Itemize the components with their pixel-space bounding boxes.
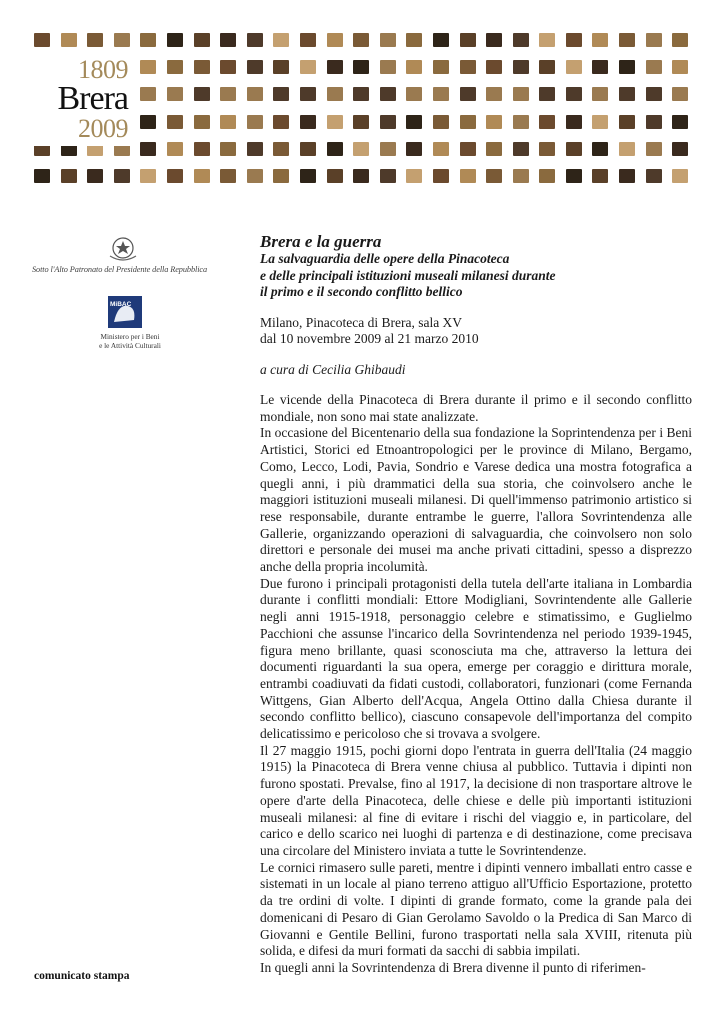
artwork-thumbnail — [619, 60, 635, 74]
artwork-thumbnail — [513, 87, 529, 101]
artwork-thumbnail — [61, 33, 77, 47]
artwork-thumbnail — [460, 87, 476, 101]
artwork-thumbnail — [380, 60, 396, 74]
article-text — [260, 392, 692, 977]
artwork-thumbnail — [194, 33, 210, 47]
press-release-label: comunicato stampa — [34, 970, 130, 982]
artwork-thumbnail — [353, 115, 369, 129]
artwork-thumbnail — [353, 33, 369, 47]
artwork-thumbnail — [300, 115, 316, 129]
artwork-thumbnail — [140, 169, 156, 183]
italian-republic-emblem-icon — [106, 234, 140, 264]
artwork-thumbnail — [566, 115, 582, 129]
artwork-thumbnail — [353, 87, 369, 101]
artwork-thumbnail — [539, 169, 555, 183]
artwork-thumbnail — [167, 169, 183, 183]
artwork-thumbnail — [486, 60, 502, 74]
artwork-thumbnail — [566, 169, 582, 183]
artwork-thumbnail — [486, 33, 502, 47]
artwork-thumbnail — [646, 60, 662, 74]
artwork-thumbnail — [539, 33, 555, 47]
artwork-thumbnail — [592, 60, 608, 74]
artwork-thumbnail — [194, 142, 210, 156]
artwork-thumbnail — [87, 169, 103, 183]
artwork-thumbnail — [353, 169, 369, 183]
artwork-thumbnail — [539, 87, 555, 101]
artwork-thumbnail — [566, 87, 582, 101]
ministry-line-2: e le Attività Culturali — [99, 341, 161, 350]
artwork-thumbnail — [380, 169, 396, 183]
artwork-thumbnail — [194, 60, 210, 74]
artwork-thumbnail — [140, 33, 156, 47]
artwork-thumbnail — [566, 60, 582, 74]
artwork-thumbnail — [539, 142, 555, 156]
artwork-thumbnail — [167, 33, 183, 47]
artwork-thumbnail — [486, 115, 502, 129]
venue-line: Milano, Pinacoteca di Brera, sala XV — [260, 314, 463, 330]
artwork-thumbnail — [646, 169, 662, 183]
artwork-thumbnail — [406, 33, 422, 47]
artwork-thumbnail — [220, 169, 236, 183]
artwork-thumbnail — [167, 87, 183, 101]
artwork-thumbnail — [247, 115, 263, 129]
artwork-thumbnail — [592, 169, 608, 183]
artwork-thumbnail — [672, 33, 688, 47]
artwork-thumbnail — [433, 87, 449, 101]
artwork-thumbnail — [433, 169, 449, 183]
artwork-thumbnail — [114, 33, 130, 47]
artwork-thumbnail — [380, 115, 396, 129]
artwork-thumbnail — [114, 169, 130, 183]
subtitle-line: La salvaguardia delle opere della Pinacoteca — [260, 251, 510, 266]
artwork-thumbnail — [566, 33, 582, 47]
brera-bicentenary-logo — [34, 56, 134, 146]
paragraph: In quegli anni la Sovrintendenza di Brera divenne il punto di riferimen- — [260, 959, 646, 975]
artwork-thumbnail — [646, 33, 662, 47]
artwork-thumbnail — [513, 115, 529, 129]
artwork-thumbnail — [140, 142, 156, 156]
artwork-thumbnail — [486, 169, 502, 183]
artwork-thumbnail — [327, 87, 343, 101]
logo-year-end: 2009 — [78, 114, 128, 143]
artwork-thumbnail — [539, 60, 555, 74]
artwork-thumbnail — [460, 33, 476, 47]
paragraph: In occasione del Bicentenario della sua fondazione la Soprintendenza per i Beni Artistici, Storici ed Etnoantropologici per le province di Milano, Bergamo, Como, Lecco, Lodi, Pavia, Sondrio e Varese dedica una mostra fotografica a quegli anni, i più drammatici della sua storia, che coinvolsero anche le maggiori istituzioni museali milanesi. Di quell'immenso patrimonio artistico si rese responsabile, durante entrambe le guerre, l'allora Sovrintendenza alle Gallerie, organizzando operazioni di salvaguardia, che coinvolsero non solo direttori e personale dei musei ma anche privati cittadini, spesso a disprezzo anche della propria incolumità. — [260, 425, 692, 575]
artwork-thumbnail — [327, 169, 343, 183]
artwork-thumbnail — [592, 33, 608, 47]
artwork-thumbnail — [380, 33, 396, 47]
artwork-thumbnail — [646, 142, 662, 156]
artwork-thumbnail — [273, 60, 289, 74]
artwork-thumbnail — [592, 142, 608, 156]
artwork-thumbnail — [406, 60, 422, 74]
artwork-thumbnail — [167, 142, 183, 156]
article-title: Brera e la guerra — [260, 232, 382, 251]
artwork-thumbnail — [433, 142, 449, 156]
article-subtitle — [260, 251, 692, 301]
artwork-thumbnail — [672, 142, 688, 156]
artwork-thumbnail — [140, 87, 156, 101]
artwork-thumbnail — [34, 33, 50, 47]
artwork-thumbnail — [247, 169, 263, 183]
artwork-thumbnail — [433, 60, 449, 74]
artwork-thumbnail — [406, 142, 422, 156]
mibac-logo-text: MiBAC — [110, 301, 132, 308]
artwork-thumbnail — [486, 142, 502, 156]
subtitle-line: e delle principali istituzioni museali milanesi durante — [260, 267, 556, 283]
artwork-thumbnail — [167, 115, 183, 129]
ministry-line-1: Ministero per i Beni — [100, 332, 160, 341]
artwork-thumbnail — [140, 115, 156, 129]
artwork-thumbnail — [592, 115, 608, 129]
artwork-thumbnail — [619, 115, 635, 129]
press-release-body — [260, 233, 692, 977]
exhibition-venue — [260, 315, 692, 348]
paragraph: Il 27 maggio 1915, pochi giorni dopo l'entrata in guerra dell'Italia (24 maggio 1915) la Pinacoteca di Brera venne chiusa al pubblico. Tuttavia i dipinti non furono spostati. Prevalse, fino al 1917, la decisione di non trasportare altrove le opere d'arte della Pinacoteca, delle chiese e delle più importanti istituzioni museali milanesi: al fine di evitare i rischi del viaggio e, in particolare, del carico e dello scarico nei luoghi di partenza e di destinazione, come precisava una circolare del Ministero inviata a tutte le Sovrintendenze. — [260, 742, 692, 858]
paragraph: Le vicende della Pinacoteca di Brera durante il primo e il secondo conflitto mondiale, non sono mai state analizzate. — [260, 392, 692, 424]
artwork-thumbnail — [406, 87, 422, 101]
artwork-thumbnail — [460, 60, 476, 74]
artwork-thumbnail — [513, 60, 529, 74]
artwork-thumbnail — [380, 87, 396, 101]
artwork-thumbnail — [672, 169, 688, 183]
artwork-thumbnail — [619, 169, 635, 183]
artwork-thumbnail — [300, 169, 316, 183]
artwork-thumbnail — [566, 142, 582, 156]
dates-line: dal 10 novembre 2009 al 21 marzo 2010 — [260, 331, 479, 346]
artwork-thumbnail — [513, 169, 529, 183]
artwork-thumbnail — [433, 115, 449, 129]
artwork-thumbnail — [327, 142, 343, 156]
paragraph: Le cornici rimasero sulle pareti, mentre i dipinti vennero imballati entro casse e sistemati in un locale al piano terreno attiguo all'Ufficio Esportazione, protetto da tre ordini di volte. I dipinti di grande formato, come la grande pala dei domenicani di Pesaro di Gian Gerolamo Savoldo o la Predica di San Marco di Giovanni e Gentile Bellini, furono trasportati nella sala XVIII, ritenuta più solida, e difesi da muri formati da sacchi di sabbia impilati. — [260, 859, 692, 959]
artwork-thumbnail — [87, 33, 103, 47]
artwork-thumbnail — [486, 87, 502, 101]
mibac-logo — [108, 296, 142, 328]
artwork-thumbnail — [300, 33, 316, 47]
artwork-thumbnail — [327, 33, 343, 47]
artwork-thumbnail — [300, 60, 316, 74]
artwork-thumbnail — [460, 115, 476, 129]
artwork-thumbnail — [353, 142, 369, 156]
artwork-thumbnail — [220, 33, 236, 47]
artwork-thumbnail — [273, 115, 289, 129]
artwork-thumbnail — [247, 60, 263, 74]
curator-credit: a cura di Cecilia Ghibaudi — [260, 361, 406, 377]
logo-name: Brera — [57, 80, 128, 117]
artwork-thumbnail — [247, 87, 263, 101]
artwork-thumbnail — [273, 33, 289, 47]
artwork-thumbnail — [619, 142, 635, 156]
artwork-thumbnail — [327, 60, 343, 74]
artwork-thumbnail — [646, 115, 662, 129]
artwork-thumbnail — [460, 142, 476, 156]
artwork-thumbnail — [513, 33, 529, 47]
artwork-thumbnail — [194, 87, 210, 101]
artwork-thumbnail — [433, 33, 449, 47]
logo-year-start: 1809 — [78, 55, 128, 84]
artwork-thumbnail — [353, 60, 369, 74]
artwork-thumbnail — [140, 60, 156, 74]
patronage-text: Sotto l'Alto Patronato del Presidente della Repubblica — [32, 265, 208, 274]
artwork-thumbnail — [34, 169, 50, 183]
artwork-thumbnail — [672, 115, 688, 129]
artwork-thumbnail — [273, 169, 289, 183]
artwork-thumbnail — [247, 142, 263, 156]
artwork-thumbnail — [327, 115, 343, 129]
ministry-label — [80, 332, 180, 350]
artwork-thumbnail — [672, 87, 688, 101]
artwork-thumbnail — [300, 142, 316, 156]
artwork-thumbnail — [406, 169, 422, 183]
artwork-thumbnail — [619, 33, 635, 47]
artwork-thumbnail — [539, 115, 555, 129]
artwork-thumbnail — [167, 60, 183, 74]
artwork-thumbnail — [220, 60, 236, 74]
artwork-thumbnail — [672, 60, 688, 74]
artwork-thumbnail — [460, 169, 476, 183]
artwork-thumbnail — [513, 142, 529, 156]
paragraph: Due furono i principali protagonisti della tutela dell'arte italiana in Lombardia durante i conflitti mondiali: Ettore Modigliani, Sovrintendente alle Gallerie negli anni 1915-1918, personaggio celebre e stimatissimo, e Guglielmo Pacchioni che assunse l'incarico della Sovrintendenza nel periodo 1939-1945, figura meno brillante, quasi sconosciuta ma che, attraverso la lettura dei documenti riguardanti la sua opera, emerge per coraggio e dirittura morale, entrambi coadiuvati da fidati custodi, collaboratori, funzionari (come Fernanda Wittgens, Gian Alberto dell'Acqua, Angela Ottino dalla Chiesa durante il secondo conflitto bellico), ciascuno consapevole dell'importanza del compito delicatissimo e pericoloso che si trovava a svolgere. — [260, 575, 692, 742]
artwork-thumbnail — [194, 115, 210, 129]
artwork-thumbnail — [406, 115, 422, 129]
subtitle-line: il primo e il secondo conflitto bellico — [260, 284, 463, 299]
artwork-thumbnail — [273, 87, 289, 101]
artwork-thumbnail — [619, 87, 635, 101]
artwork-thumbnail — [220, 115, 236, 129]
artwork-thumbnail — [273, 142, 289, 156]
artwork-thumbnail — [220, 142, 236, 156]
artwork-thumbnail — [300, 87, 316, 101]
artwork-thumbnail — [194, 169, 210, 183]
artwork-thumbnail — [380, 142, 396, 156]
artwork-thumbnail — [592, 87, 608, 101]
artwork-thumbnail — [646, 87, 662, 101]
artwork-thumbnail — [247, 33, 263, 47]
artwork-thumbnail — [61, 169, 77, 183]
artwork-thumbnail — [220, 87, 236, 101]
